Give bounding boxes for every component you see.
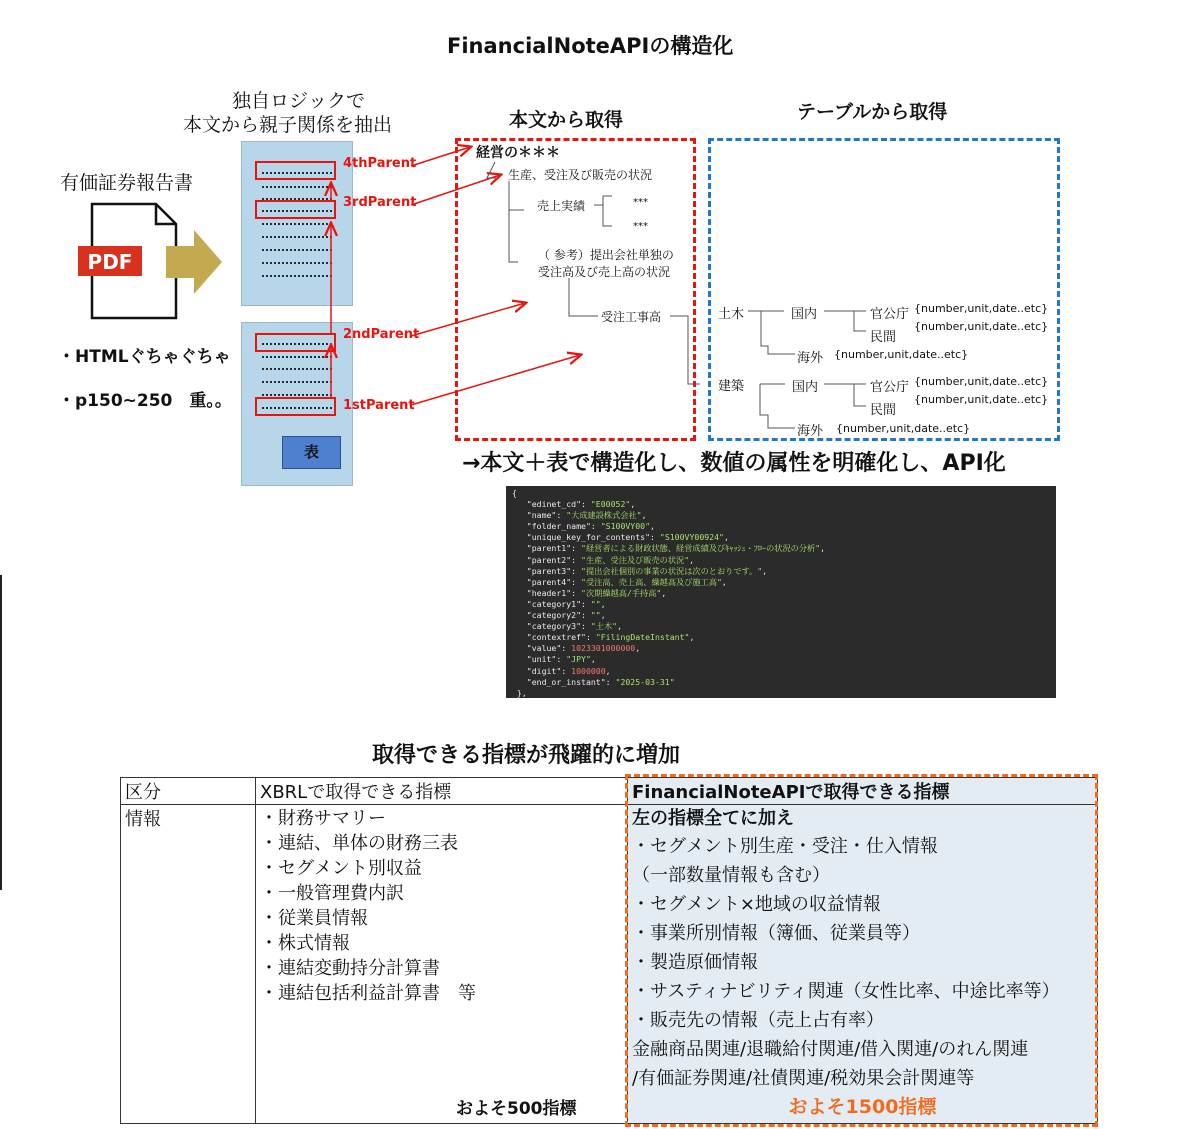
- json-token: "JPY": [566, 654, 591, 665]
- tree-node-sanko-1: （ 参考）提出会社単独の: [538, 248, 674, 262]
- json-code-line: [512, 688, 1050, 698]
- xbrl-items-cell: [256, 805, 628, 1124]
- tree-root: 経営の＊＊＊: [476, 145, 560, 161]
- json-code-line: [512, 566, 1050, 577]
- json-token: "2025-03-31": [615, 676, 675, 687]
- table-attr-5: {number,unit,date..etc}: [914, 393, 1049, 406]
- json-code-line: [512, 499, 1050, 510]
- json-token: "経営者による財政状態、経営成績及びｷｬｯｼｭ・ﾌﾛｰの状況の分析": [581, 543, 821, 554]
- json-code-line: [512, 599, 1050, 610]
- json-token: ,: [721, 576, 727, 587]
- json-lines: [512, 488, 1050, 698]
- parent3-label: 3rdParent: [343, 195, 417, 210]
- json-token: "digit":: [512, 665, 572, 676]
- xbrl-item: ・連結変動持分計算書: [260, 958, 440, 979]
- json-token: ,: [641, 510, 647, 521]
- honbun-header: 本文から取得: [509, 109, 624, 131]
- api-item: （一部数量情報も含む）: [632, 865, 830, 886]
- json-code-line: [512, 532, 1050, 543]
- json-token: "category1":: [512, 598, 591, 609]
- json-token: "value":: [512, 643, 572, 654]
- json-token: "土木": [590, 621, 618, 632]
- json-token: "次期繰越高/手持高": [581, 587, 662, 598]
- tree-node-star2: ***: [633, 221, 648, 232]
- json-code-line: [512, 521, 1050, 532]
- json-token: "生産、受注及び販売の状況": [581, 554, 690, 565]
- tree-node-star1: ***: [633, 197, 648, 208]
- json-token: "": [590, 610, 601, 621]
- table-attr-6: {number,unit,date..etc}: [836, 422, 971, 435]
- json-token: "unique_key_for_contents":: [512, 532, 660, 543]
- json-token: "受注高、売上高、繰越高及び施工高": [581, 576, 722, 587]
- json-code-line: [512, 632, 1050, 643]
- table-attr-3: {number,unit,date..etc}: [834, 348, 969, 361]
- api-item: /有価証券関連/社債関連/税効果会計関連等: [632, 1068, 975, 1089]
- json-token: "category2":: [512, 610, 591, 621]
- table-node-kokunai-2: 国内: [792, 380, 819, 395]
- xbrl-item: ・従業員情報: [260, 908, 368, 929]
- json-token: ,: [762, 565, 768, 576]
- parent2-label: 2ndParent: [343, 327, 420, 342]
- json-token: "FilingDateInstant": [595, 632, 690, 643]
- row-label-cell: 情報: [121, 805, 256, 1124]
- left-edge-rule: [0, 575, 2, 890]
- table-node-kokunai-1: 国内: [791, 307, 818, 322]
- json-token: "parent1":: [512, 543, 582, 554]
- table-node-kenchiku: 建築: [718, 379, 745, 394]
- tree-node-uriage: 売上実績: [537, 199, 586, 213]
- json-token: "E00052": [590, 499, 631, 510]
- xbrl-item: ・連結、単体の財務三表: [260, 833, 458, 854]
- pdf-label: PDF: [87, 250, 133, 274]
- page-title: FinancialNoteAPIの構造化: [447, 34, 734, 58]
- json-token: "parent4":: [512, 576, 582, 587]
- table-chip: 表: [282, 436, 341, 469]
- json-token: ,: [820, 543, 826, 554]
- json-token: "edinet_cd":: [512, 499, 591, 510]
- json-token: "parent3":: [512, 565, 582, 576]
- json-code-line: [512, 577, 1050, 588]
- tree-node-sanko-2: 受注高及び売上高の状況: [538, 265, 671, 279]
- table-node-doboku: 土木: [718, 307, 745, 322]
- honbun-tree-lines: [0, 0, 1200, 460]
- json-token: ,: [689, 554, 695, 565]
- comparison-title: 取得できる指標が飛躍的に増加: [372, 743, 681, 768]
- json-token: ,: [600, 598, 606, 609]
- json-token: "S100VY00": [600, 521, 651, 532]
- header-kubun: 区分: [121, 778, 256, 805]
- conclusion-text: →本文＋表で構造化し、数値の属性を明確化し、API化: [462, 451, 1006, 476]
- api-column-highlight: [625, 774, 1098, 1127]
- table-attr-1: {number,unit,date..etc}: [914, 302, 1049, 315]
- json-code-line: [512, 543, 1050, 554]
- table-attr-2: {number,unit,date..etc}: [914, 320, 1049, 333]
- json-code-panel: [506, 486, 1056, 698]
- xbrl-item: ・株式情報: [260, 933, 350, 954]
- api-total: およそ1500指標: [788, 1096, 937, 1118]
- json-token: "header1":: [512, 587, 582, 598]
- json-token: "大成建設株式会社": [566, 510, 642, 521]
- table-node-minkan-2: 民間: [870, 403, 897, 418]
- json-token: "": [590, 598, 601, 609]
- json-token: ,: [661, 587, 667, 598]
- api-item: ・サスティナビリティ関連（女性比率、中途比率等）: [632, 981, 1060, 1002]
- xbrl-item: ・連結包括利益計算書 等: [260, 983, 476, 1004]
- note-html: ・HTMLぐちゃぐちゃ: [58, 347, 231, 367]
- json-token: ,: [605, 665, 611, 676]
- header-xbrl: XBRLで取得できる指標: [256, 778, 628, 805]
- json-token: "folder_name":: [512, 521, 601, 532]
- json-token: "unit":: [512, 654, 567, 665]
- json-token: ,: [635, 643, 641, 654]
- json-token: },: [512, 687, 527, 698]
- json-token: 1000000: [571, 665, 606, 676]
- xbrl-item: ・一般管理費内訳: [260, 883, 404, 904]
- json-code-line: [512, 621, 1050, 632]
- table-node-kankocho-1: 官公庁: [870, 307, 910, 322]
- table-node-minkan-1: 民間: [870, 330, 897, 345]
- api-item: 金融商品関連/退職給付関連/借入関連/のれん関連: [632, 1039, 1029, 1060]
- json-code-line: [512, 654, 1050, 665]
- json-token: ,: [630, 499, 636, 510]
- json-code-line: [512, 643, 1050, 654]
- json-token: "提出会社個別の事業の状況は次のとおりです。": [581, 565, 763, 576]
- parent4-label: 4thParent: [343, 156, 417, 171]
- json-code-line: [512, 666, 1050, 677]
- xbrl-item: ・財務サマリー: [260, 808, 386, 829]
- logic-label-2: 本文から親子関係を抽出: [183, 114, 393, 136]
- json-code-line: [512, 610, 1050, 621]
- table-node-kaigai-2: 海外: [797, 424, 824, 439]
- json-token: "end_or_instant":: [512, 676, 616, 687]
- json-token: ,: [650, 521, 655, 532]
- json-token: "parent2":: [512, 554, 582, 565]
- report-label: 有価証券報告書: [60, 172, 194, 194]
- table-node-kaigai-1: 海外: [797, 351, 824, 366]
- xbrl-total: およそ500指標: [456, 1099, 577, 1119]
- json-token: ,: [600, 610, 606, 621]
- json-token: ,: [617, 621, 623, 632]
- logic-label-1: 独自ロジックで: [232, 90, 366, 112]
- json-code-line: [512, 488, 1050, 499]
- api-item: ・事業所別情報（簿価、従業員等）: [632, 923, 920, 944]
- header-api: FinancialNoteAPIで取得できる指標: [628, 778, 1098, 805]
- api-item: ・販売先の情報（売上占有率）: [632, 1010, 884, 1031]
- json-token: 1023301000000: [571, 643, 636, 654]
- json-code-line: [512, 677, 1050, 688]
- parent1-label: 1stParent: [343, 398, 415, 413]
- json-token: ,: [723, 532, 729, 543]
- json-token: "name":: [512, 510, 567, 521]
- json-token: {: [512, 488, 517, 498]
- tree-node-seisan: 生産、受注及び販売の状況: [508, 168, 653, 182]
- api-item: ・製造原価情報: [632, 952, 758, 973]
- json-token: "category3":: [512, 621, 591, 632]
- json-token: ,: [590, 654, 596, 665]
- note-pages: ・p150~250 重。。: [58, 391, 232, 411]
- json-code-line: [512, 510, 1050, 521]
- json-token: "S100VY00924": [659, 532, 724, 543]
- json-code-line: [512, 555, 1050, 566]
- api-item: ・セグメント×地域の収益情報: [632, 894, 881, 915]
- json-token: "contextref":: [512, 632, 596, 643]
- table-attr-4: {number,unit,date..etc}: [914, 375, 1049, 388]
- api-item: ・セグメント別生産・受注・仕入情報: [632, 836, 938, 857]
- api-lead: 左の指標全てに加え: [632, 808, 794, 829]
- table-header: テーブルから取得: [797, 101, 948, 123]
- xbrl-item: ・セグメント別収益: [260, 858, 422, 879]
- table-node-kankocho-2: 官公庁: [870, 380, 910, 395]
- tree-node-juchu: 受注工事高: [601, 310, 662, 324]
- json-token: ,: [689, 632, 695, 643]
- json-code-line: [512, 588, 1050, 599]
